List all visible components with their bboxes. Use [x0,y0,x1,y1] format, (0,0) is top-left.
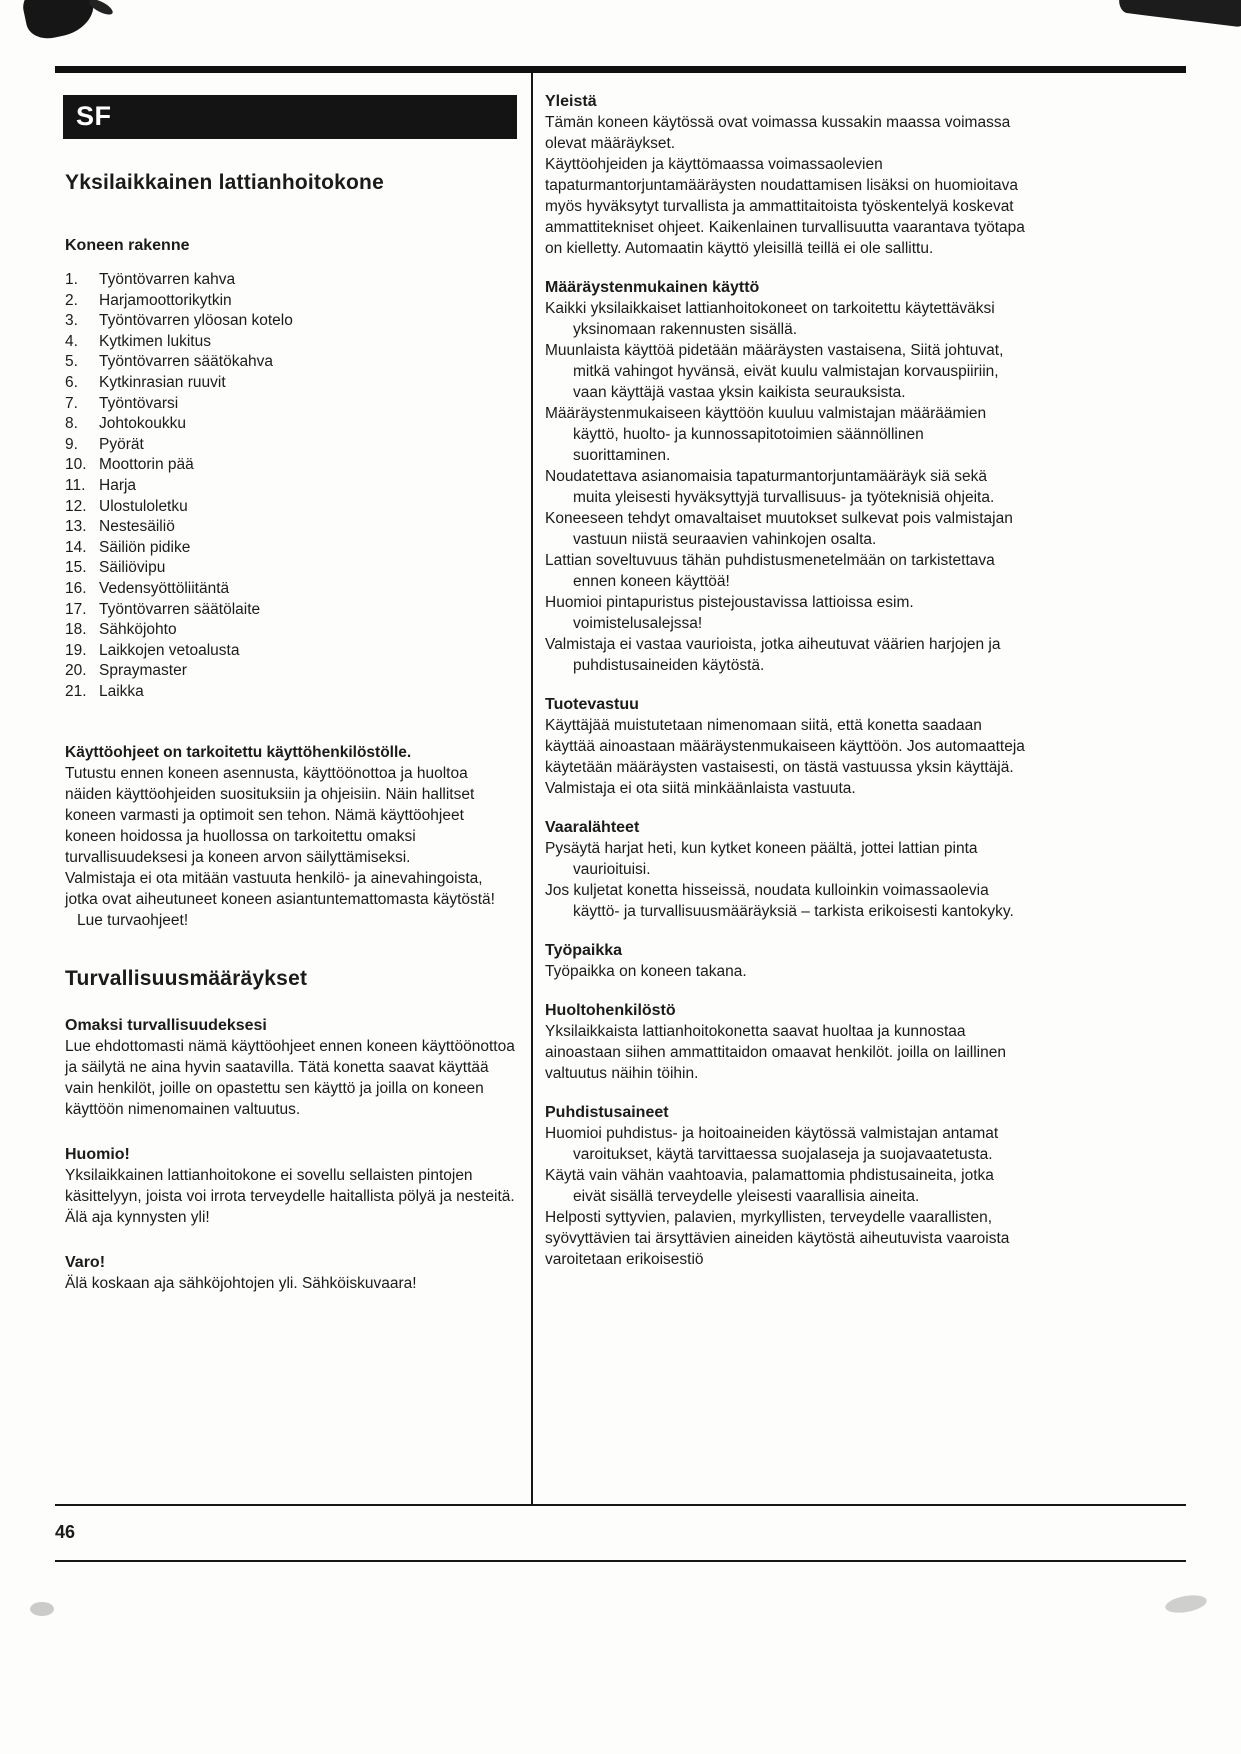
part-item [65,394,517,415]
section-paragraph: Käyttäjää muistutetaan nimenomaan siitä, että konetta saadaan käyttää ainoastaan määräystenmukaiseen käyttöön. Jos automaatteja käytetään määräysten vastaisesti, on tästä vastuussa yksin käyttäjä. Valmistaja ei ota siitä minkäänlaista vastuuta. [545,717,1025,797]
part-label: Työntövarren ylöosan kotelo [99,312,293,330]
section-heading-safety-regulations: Turvallisuusmääräykset [65,967,308,991]
part-label: Kytkimen lukitus [99,332,211,350]
part-item [65,373,517,394]
part-number: 14. [65,538,87,556]
safety-section [63,1015,517,1120]
part-number: 20. [65,662,87,680]
part-number: 13. [65,518,87,536]
subsection-heading-attention: Huomio! [65,1146,130,1164]
subsection-heading-caution: Varo! [65,1254,106,1272]
safety-section [63,1252,517,1294]
section-paragraph: Pysäytä harjat heti, kun kytket koneen päältä, jottei lattian pinta vaurioituisi. [545,840,978,878]
subsection-heading-for-your-safety: Omaksi turvallisuudeksesi [65,1017,267,1035]
part-label: Työntövarren kahva [99,271,236,288]
part-label: Työntövarren säätökahva [99,353,274,371]
scan-artifact-bottom-left [30,1602,54,1616]
part-number: 7. [65,394,78,412]
part-label: Kytkinrasian ruuvit [99,373,226,391]
intro-paragraph: Tutustu ennen koneen asennusta, käyttöönottoa ja huoltoa näiden käyttöohjeiden suosituksiin ja ohjeisiin. Näin hallitset koneen varmasti ja optimoit sen tehon. Nämä käyttöohjeet koneen hoidossa ja huollossa on tarkoitettu omaksi turvallisuudeksesi ja koneen arvon säilyttämiseksi. [65,765,475,867]
section-paragraph: Lattian soveltuvuus tähän puhdistusmenetelmään on tarkistettava ennen koneen käyttöä! [545,552,995,590]
section-paragraph: Käyttöohjeiden ja käyttömaassa voimassaolevien tapaturmantorjuntamääräysten noudattamisen lisäksi on huomioitava myös hyväksytyt turvallista ja ammattitaitoista työskentelyä koskevat ammattitekniset ohjeet. Kaikenlainen turvallisuutta vaarantava työtapa on kielletty. Automaatin käyttö yleisillä teillä ei ole sallittu. [545,156,1025,257]
subsection-heading-cleaning-agents: Puhdistusaineet [545,1104,669,1121]
part-item [65,332,517,353]
section-paragraph: Huomioi puhdistus- ja hoitoaineiden käytössä valmistajan antamat varoitukset, käytä tarvittaessa suojalaseja ja suojavaatetusta. [545,1125,999,1163]
part-number: 17. [65,600,87,618]
part-item [65,620,517,641]
section-paragraph: Noudatettava asianomaisia tapaturmantorjuntamääräyk siä sekä muita yleisesti hyväksyttyjä turvallisuus- ja työteknisiä ohjeita. [545,468,995,506]
scan-artifact-bottom-right [1164,1592,1208,1615]
part-label: Spraymaster [99,662,187,680]
parts-list [65,270,517,702]
section-paragraph: Lue ehdottomasti nämä käyttöohjeet ennen koneen käyttöönottoa ja säilytä ne aina hyvin saatavilla. Tätä konetta saavat käyttää vain henkilöt, joille on opastettu sen käyttö ja joilla on koneen käyttöön nimenomainen valtuutus. [65,1038,515,1119]
part-label: Moottorin pää [99,456,194,474]
section-maintenance-staff [543,1000,1025,1084]
section-paragraph: Kaikki yksilaikkaiset lattianhoitokoneet on tarkoitettu käytettäväksi yksinomaan rakennusten sisällä. [545,300,995,338]
section-general [543,91,1025,259]
section-paragraph: Yksilaikkaista lattianhoitokonetta saavat huoltaa ja kunnostaa ainoastaan siihen ammattitaidon omaavat henkilöt. joilla on laillinen valtuutus näihin töihin. [545,1023,1006,1082]
part-label: Säiliövipu [99,559,166,577]
part-item [65,538,517,559]
section-heading-machine-structure: Koneen rakenne [65,237,190,254]
part-number: 12. [65,497,87,515]
part-label: Työntövarren säätölaite [99,600,261,618]
part-label: Harjamoottorikytkin [99,291,232,309]
section-paragraph: Käytä vain vähän vaahtoavia, palamattomia phdistusaineita, jotka eivät sisällä terveydelle yleisesti vaarallisia aineita. [545,1167,994,1205]
part-label: Nestesäiliö [99,518,175,536]
part-item [65,558,517,579]
part-item [65,476,517,497]
part-label: Laikkojen vetoalusta [99,641,240,659]
section-cleaning-agents [543,1102,1025,1270]
document-title: Yksilaikkainen lattianhoitokone [65,171,384,194]
intro-heading: Käyttöohjeet on tarkoitettu käyttöhenkilöstölle. [65,744,412,762]
part-number: 2. [65,291,78,309]
part-item [65,661,517,682]
part-label: Johtokoukku [99,415,187,433]
part-label: Harja [99,476,137,494]
intro-paragraph: Valmistaja ei ota mitään vastuuta henkilö- ja ainevahingoista, jotka ovat aiheutuneet koneen asiantuntemattomasta käytöstä! [65,870,495,909]
page-number: 46 [55,1522,76,1542]
part-label: Sähköjohto [99,621,177,639]
left-column [55,73,533,1504]
part-item [65,270,517,291]
part-number: 3. [65,312,78,330]
part-item [65,682,517,703]
section-paragraph: Määräystenmukaiseen käyttöön kuuluu valmistajan määräämien käyttö, huolto- ja kunnossapitotoimien säännöllinen suorittaminen. [545,405,987,464]
right-column [533,73,1025,1504]
language-badge [63,95,517,139]
section-hazard-sources [543,817,1025,922]
part-item [65,600,517,621]
section-paragraph: Valmistaja ei vastaa vaurioista, jotka aiheutuvat väärien harjojen ja puhdistusaineiden käytöstä. [545,636,1001,674]
section-paragraph: Älä koskaan aja sähköjohtojen yli. Sähköiskuvaara! [65,1275,417,1293]
subsection-heading-intended-use: Määräystenmukainen käyttö [545,279,760,296]
content-columns [55,73,1186,1504]
subsection-heading-hazard-sources: Vaaralähteet [545,819,640,836]
part-item [65,579,517,600]
part-item [65,352,517,373]
section-paragraph: Jos kuljetat konetta hisseissä, noudata kulloinkin voimassaolevia käyttö- ja turvallisuusmääräyksiä – tarkista erikoisesti kantokyky. [545,882,1014,920]
scan-artifact-top-left-2 [87,0,115,18]
subsection-heading-maintenance-staff: Huoltohenkilöstö [545,1002,676,1019]
section-paragraph: Yksilaikkainen lattianhoitokone ei sovellu sellaisten pintojen käsittelyyn, joista voi irrota terveydelle haitallista pölyä ja nesteitä. Älä aja kynnysten yli! [65,1167,515,1227]
part-label: Ulostuloletku [99,497,188,515]
part-number: 10. [65,456,87,474]
part-item [65,497,517,518]
part-number: 18. [65,621,87,639]
part-item [65,414,517,435]
safety-section [63,1144,517,1228]
section-intended-use [543,277,1025,676]
part-number: 8. [65,415,78,433]
scan-artifact-top-left [19,0,99,43]
part-item [65,641,517,662]
subsection-heading-general: Yleistä [545,93,597,110]
section-paragraph: Koneeseen tehdyt omavaltaiset muutokset sulkevat pois valmistajan vastuun niistä seuraavien vahinkojen osalta. [545,510,1013,548]
part-number: 9. [65,435,78,453]
section-paragraph: Muunlaista käyttöä pidetään määräysten vastaisena, Siitä johtuvat, mitkä vahingot hyvänsä, eivät kuulu valmistajan korvauspiiriin, vaan käyttäjä vastaa yksin kaikista seurauksista. [545,342,1004,401]
part-label: Työntövarsi [99,394,179,412]
part-number: 1. [65,271,78,288]
part-number: 21. [65,682,87,700]
language-badge-label: SF [76,101,112,131]
section-paragraph: Tämän koneen käytössä ovat voimassa kussakin maassa voimassa olevat määräykset. [545,114,1011,152]
part-number: 6. [65,373,78,391]
part-label: Laikka [99,682,144,700]
part-item [65,455,517,476]
part-number: 15. [65,559,87,577]
top-rule [55,66,1186,73]
scan-artifact-top-right [1118,0,1241,28]
part-number: 5. [65,353,78,371]
part-item [65,311,517,332]
subsection-heading-product-liability: Tuotevastuu [545,696,639,713]
section-paragraph: Huomioi pintapuristus pistejoustavissa lattioissa esim. voimistelusalejssa! [545,594,914,632]
part-number: 4. [65,332,78,350]
part-label: Säiliön pidike [99,538,191,556]
part-label: Vedensyöttöliitäntä [99,579,230,597]
part-number: 11. [65,476,86,494]
section-paragraph: Työpaikka on koneen takana. [545,963,747,980]
part-item [65,517,517,538]
part-number: 16. [65,579,87,597]
subsection-heading-workplace: Työpaikka [545,942,623,959]
intro-read-safety-note: Lue turvaohjeet! [77,912,189,930]
part-number: 19. [65,641,87,659]
part-label: Pyörät [99,435,144,453]
section-paragraph: Helposti syttyvien, palavien, myrkyllisten, terveydelle vaarallisten, syövyttävien tai ärsyttävien aineiden käytöstä aiheutuvista vaaroista varoitetaan erikoisestiö [545,1209,1010,1268]
footer-rule-top [55,1504,1186,1506]
part-item [65,435,517,456]
footer-rule-bottom [55,1560,1186,1562]
section-workplace [543,940,1025,982]
section-product-liability [543,694,1025,799]
part-item [65,291,517,312]
